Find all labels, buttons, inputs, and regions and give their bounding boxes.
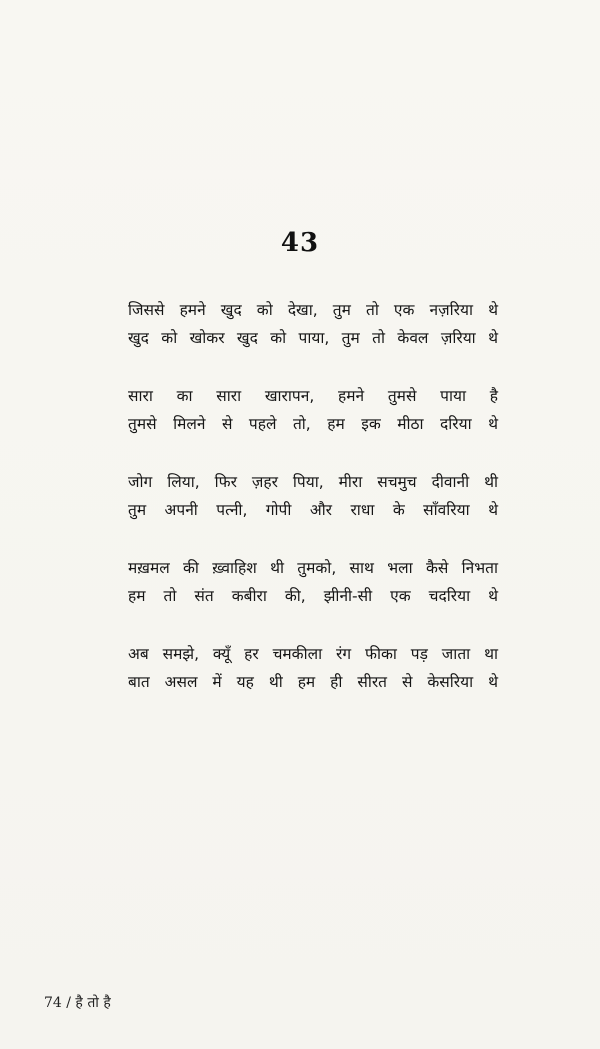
stanza-2 [128,382,498,438]
page-footer: 74 / है तो है [44,995,111,1011]
poem-line: सारा का सारा खारापन, हमने तुमसे पाया है [128,387,498,405]
stanza-3 [128,468,498,524]
poem-line: तुम अपनी पत्नी, गोपी और राधा के साँवरिया थे [128,501,498,519]
poem-line: खुद को खोकर खुद को पाया, तुम तो केवल ज़रिया थे [128,329,498,347]
poem-line: मख़मल की ख़्वाहिश थी तुमको, साथ भला कैसे निभता [128,559,498,577]
poem-line: तुमसे मिलने से पहले तो, हम इक मीठा दरिया थे [128,415,498,433]
poem-body [128,296,498,726]
stanza-5 [128,640,498,696]
stanza-1 [128,296,498,352]
stanza-4 [128,554,498,610]
poem-line: जोग लिया, फिर ज़हर पिया, मीरा सचमुच दीवानी थी [128,473,498,491]
poem-line: जिससे हमने खुद को देखा, तुम तो एक नज़रिया थे [128,301,498,319]
poem-line: अब समझे, क्यूँ हर चमकीला रंग फीका पड़ जाता था [128,645,498,663]
poem-number: 43 [280,228,320,258]
poem-line: बात असल में यह थी हम ही सीरत से केसरिया थे [128,673,498,691]
poem-line: हम तो संत कबीरा की, झीनी-सी एक चदरिया थे [128,587,498,605]
